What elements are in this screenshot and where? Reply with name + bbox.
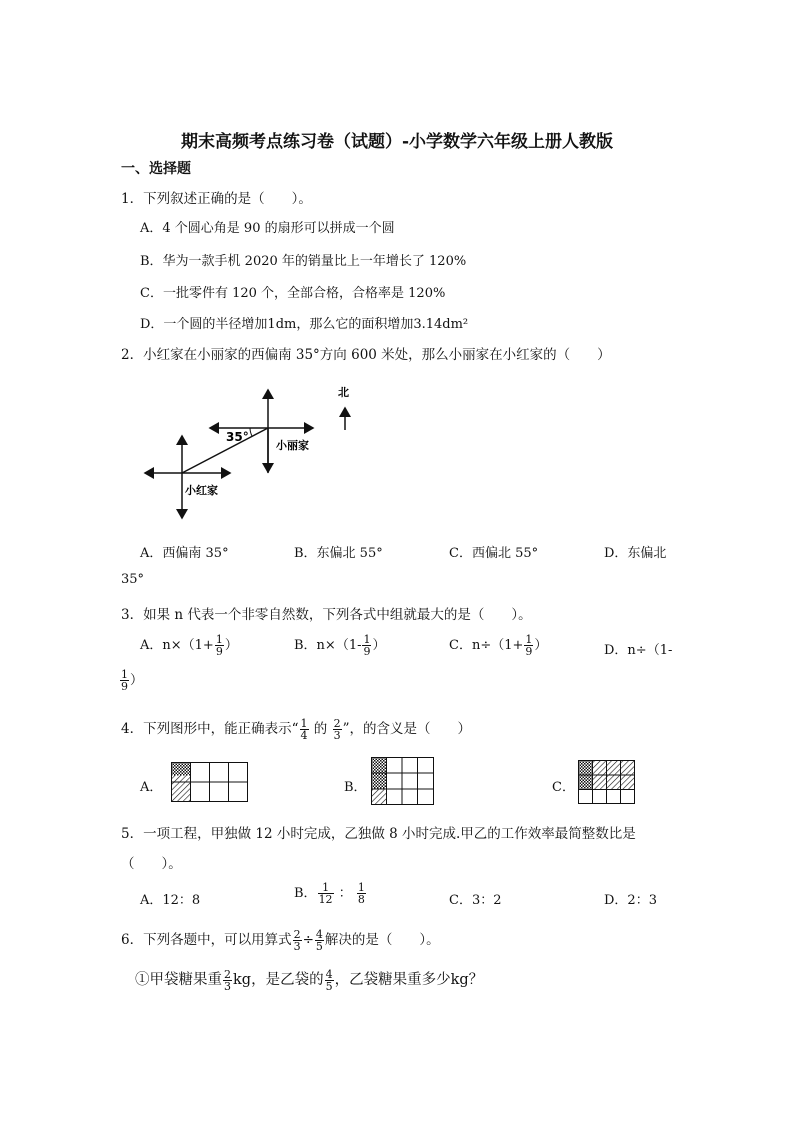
- fraction-denominator: 4: [300, 729, 308, 742]
- question-4-stem-mid: 的: [313, 721, 328, 737]
- question-5-stem: 5．一项工程，甲独做 12 小时完成，乙独做 8 小时完成.甲乙的工作效率最简整数比是: [121, 826, 636, 842]
- fraction-one-ninth: [524, 634, 533, 657]
- item-1-mid: kg，是乙袋的: [233, 972, 324, 988]
- connecting-line: [182, 428, 268, 473]
- question-2-stem: 2．小红家在小丽家的西偏南 35°方向 600 米处，那么小丽家在小红家的（ ）: [121, 347, 611, 363]
- question-1-option-d: D．一个圆的半径增加1dm，那么它的面积增加3.14dm²: [140, 317, 469, 332]
- fraction-denominator: 3: [224, 979, 231, 993]
- fraction-denominator: 9: [215, 645, 223, 658]
- fraction-numerator: 4: [325, 967, 333, 981]
- question-4-option-a-figure: [171, 762, 248, 802]
- fraction-four-fifths: [325, 969, 334, 992]
- fraction-one-twelfth: [318, 882, 334, 905]
- question-4-stem-suffix: ”，的含义是（ ）: [342, 721, 471, 737]
- fraction-numerator: 1: [525, 633, 533, 646]
- question-6-stem-prefix: 6．下列各题中，可以用算式: [121, 932, 292, 948]
- fraction-denominator: 3: [333, 729, 341, 742]
- question-4-option-c-label: C．: [552, 780, 575, 795]
- fraction-denominator: 3: [293, 940, 301, 953]
- option-a-prefix: A．n×（1+: [140, 638, 214, 653]
- question-5-option-c: C．3：2: [449, 893, 502, 908]
- option-d-suffix: ）: [130, 673, 144, 688]
- fraction-one-ninth: [362, 634, 371, 657]
- fraction-numerator: 1: [357, 881, 365, 894]
- fraction-denominator: 8: [357, 893, 365, 906]
- question-3-option-c: [449, 634, 547, 657]
- fraction-four-fifths: [315, 929, 324, 952]
- fraction-denominator: 5: [315, 940, 323, 953]
- question-5-option-a: A．12：8: [140, 893, 201, 908]
- fraction-numerator: 2: [224, 967, 231, 981]
- fraction-numerator: 1: [318, 882, 334, 894]
- option-c-prefix: C．n÷（1+: [449, 638, 524, 653]
- question-5-option-b: [294, 882, 367, 905]
- question-2-option-d-continued: 35°: [121, 572, 145, 587]
- question-2-option-a: A．西偏南 35°: [140, 546, 229, 561]
- question-2-option-d: D．东偏北: [604, 546, 667, 561]
- fraction-numerator: 4: [315, 928, 323, 941]
- question-4-option-b-label: B．: [344, 780, 367, 795]
- question-3-option-d: D．n÷（1-: [604, 643, 673, 658]
- option-b-colon: ：: [338, 886, 352, 901]
- angle-label: 35°: [226, 430, 249, 444]
- fraction-numerator: 2: [333, 717, 341, 730]
- question-3-option-a: [140, 634, 238, 657]
- page-title: 期末高频考点练习卷（试题）-小学数学六年级上册人教版: [180, 132, 614, 152]
- option-b-suffix: ）: [372, 638, 386, 653]
- question-2-option-b: B．东偏北 55°: [294, 546, 383, 561]
- question-4-option-b-figure: [371, 757, 434, 805]
- question-5-option-d: D．2：3: [604, 893, 657, 908]
- question-6-stem-suffix: 解决的是（ ）。: [324, 932, 440, 948]
- fraction-two-thirds: [223, 969, 232, 992]
- fraction-numerator: 2: [293, 928, 301, 941]
- direction-diagram: [140, 378, 380, 523]
- question-4-option-a-label: A．: [140, 780, 163, 795]
- question-6-stem: [121, 928, 440, 952]
- north-label: 北: [338, 386, 349, 399]
- fraction-numerator: 1: [215, 633, 223, 646]
- division-sign: ÷: [302, 932, 314, 948]
- fraction-denominator: 5: [325, 979, 333, 993]
- fraction-two-thirds: [333, 718, 342, 741]
- question-1-stem: 1．下列叙述正确的是（ ）。: [121, 191, 312, 207]
- question-3-stem: 3．如果 n 代表一个非零自然数，下列各式中组就最大的是（ ）。: [121, 607, 532, 623]
- fraction-denominator: 9: [363, 645, 371, 658]
- question-4-stem-prefix: 4．下列图形中，能正确表示“: [121, 721, 299, 737]
- xiaoli-label: 小丽家: [276, 439, 309, 452]
- item-1-suffix: ，乙袋糖果重多少kg？: [334, 972, 484, 988]
- question-6-item-1: [135, 968, 483, 992]
- question-1-option-b: B．华为一款手机 2020 年的销量比上一年增长了 120%: [140, 254, 467, 269]
- option-b-prefix: B．: [294, 886, 317, 901]
- option-c-suffix: ）: [534, 638, 548, 653]
- fraction-denominator: 9: [525, 645, 533, 658]
- option-b-prefix: B．n×（1-: [294, 638, 362, 653]
- question-4-option-c-figure: [578, 760, 635, 804]
- question-3-option-d-continued: [119, 669, 143, 692]
- question-5-stem-continued: （ ）。: [121, 856, 182, 872]
- question-2-option-c: C．西偏北 55°: [449, 546, 539, 561]
- fraction-numerator: 1: [300, 717, 308, 730]
- crosshatched-cell: [172, 763, 191, 776]
- fraction-denominator: 9: [121, 680, 128, 693]
- question-1-option-c: C．一批零件有 120 个，全部合格，合格率是 120%: [140, 286, 446, 301]
- xiaohong-label: 小红家: [185, 484, 218, 497]
- fraction-numerator: 1: [121, 668, 128, 681]
- section-heading: 一、选择题: [121, 161, 191, 177]
- question-3-option-b: [294, 634, 386, 657]
- option-a-suffix: ）: [224, 638, 238, 653]
- fraction-numerator: 1: [363, 633, 371, 646]
- fraction-one-quarter: [300, 718, 309, 741]
- fraction-one-ninth: [215, 634, 224, 657]
- item-1-prefix: ①甲袋糖果重: [135, 972, 222, 988]
- angle-arc: [250, 428, 252, 436]
- fraction-one-eighth: [357, 882, 366, 905]
- fraction-one-ninth: [120, 669, 129, 692]
- question-1-option-a: A．4 个圆心角是 90 的扇形可以拼成一个圆: [140, 221, 395, 236]
- fraction-denominator: 12: [318, 893, 333, 906]
- fraction-two-thirds: [293, 929, 302, 952]
- question-4-stem: [121, 717, 471, 741]
